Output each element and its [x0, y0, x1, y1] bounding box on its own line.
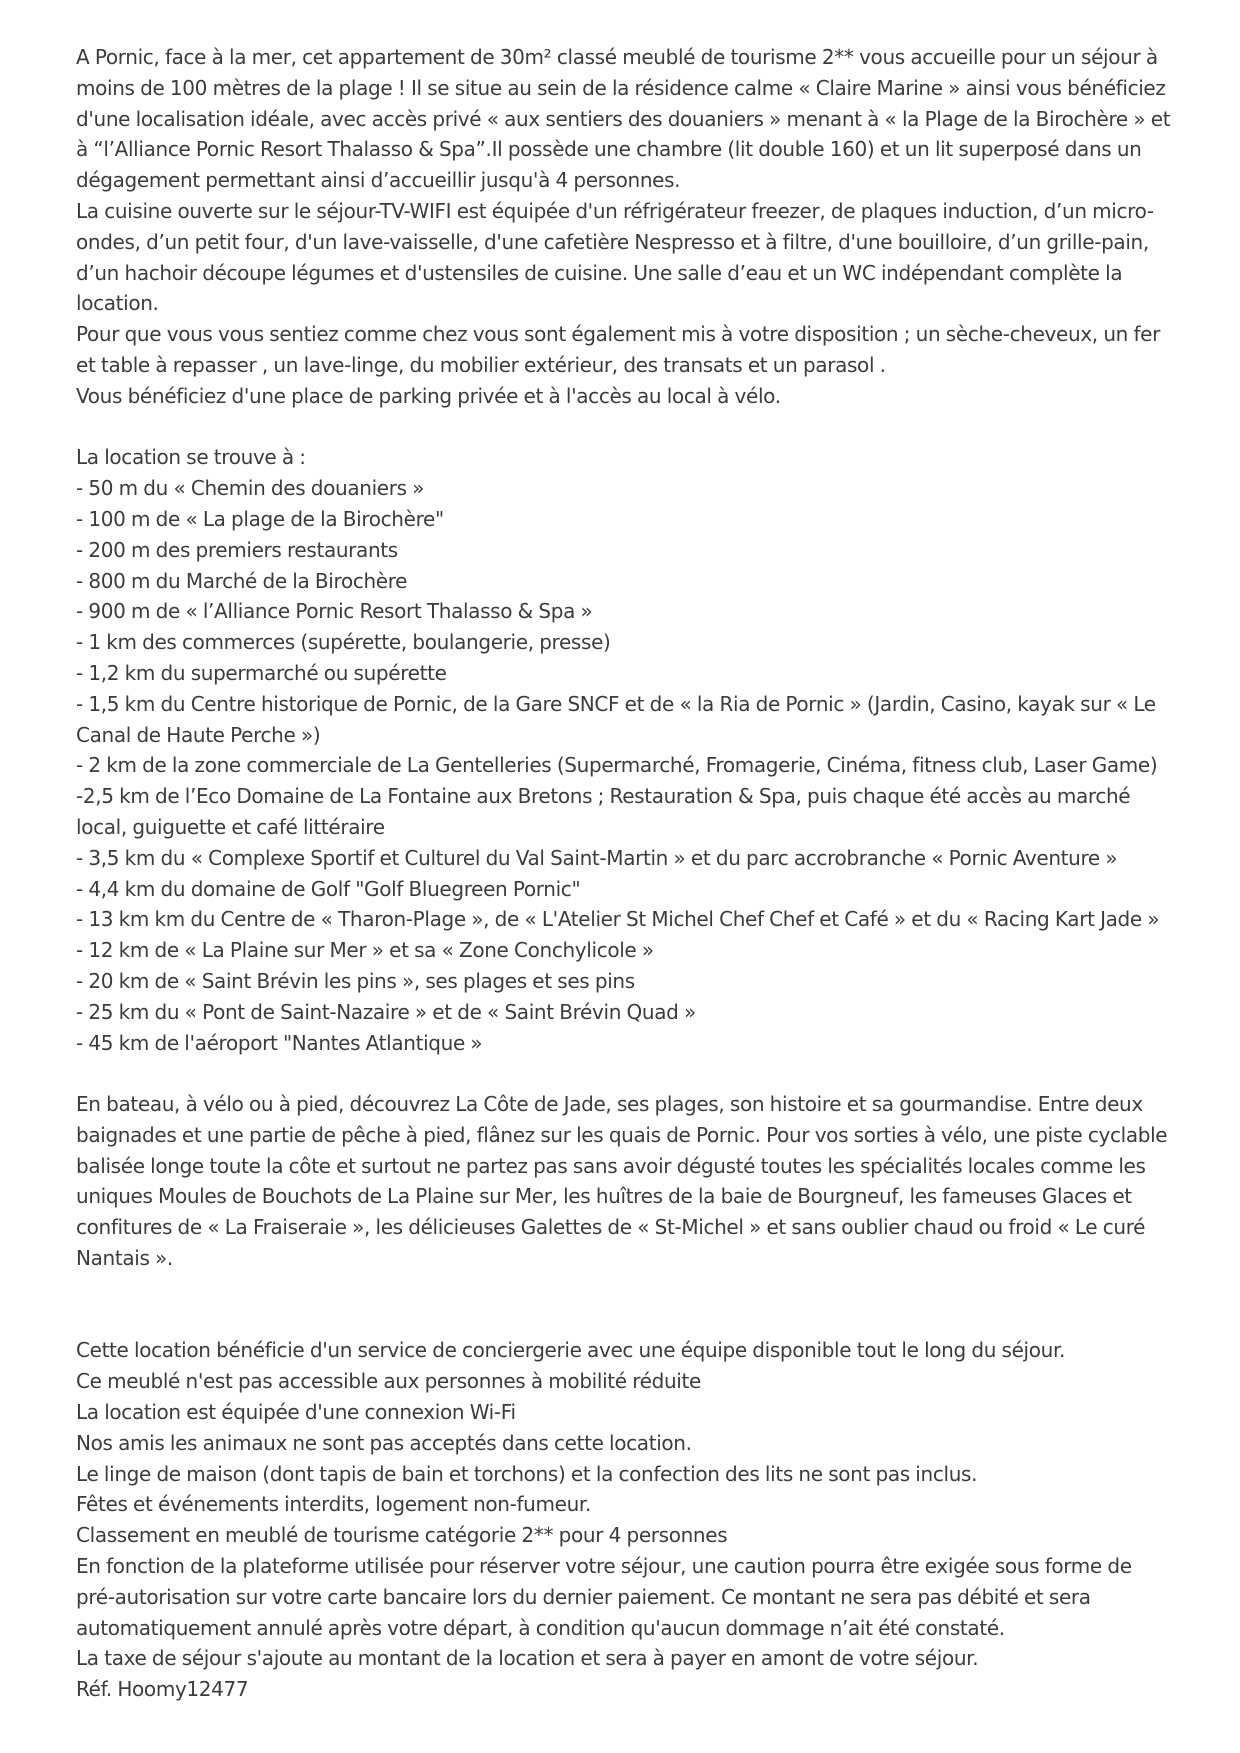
- condition-line: La taxe de séjour s'ajoute au montant de la location et sera à payer en amont de votre séjour.: [76, 1646, 979, 1671]
- spacer: [76, 1274, 1174, 1336]
- condition-line: Le linge de maison (dont tapis de bain et torchons) et la confection des lits ne sont pas inclus.: [76, 1461, 978, 1486]
- location-item: - 1,2 km du supermarché ou supérette: [76, 660, 447, 685]
- location-item: - 900 m de « l’Alliance Pornic Resort Thalasso & Spa »: [76, 599, 593, 624]
- location-item: - 2 km de la zone commerciale de La Gentelleries (Supermarché, Fromagerie, Cinéma, fitness club, Laser Game): [76, 753, 1158, 778]
- condition-line: Nos amis les animaux ne sont pas acceptés dans cette location.: [76, 1430, 692, 1455]
- location-item: - 50 m du « Chemin des douaniers »: [76, 476, 425, 501]
- intro-paragraph: A Pornic, face à la mer, cet appartement de 30m² classé meublé de tourisme 2** vous accueille pour un séjour à moins de 100 mètres de la plage ! Il se situe au sein de la résidence calme « Claire Marine » ainsi vous bénéficiez d'une localisation idéale, avec accès privé « aux sentiers des douaniers » menant à « la Plage de la Birochère » et à “l’Alliance Pornic Resort Thalasso & Spa”.Il possède une chambre (lit double 160) et un lit superposé dans un dégagement permettant ainsi d’accueillir jusqu'à 4 personnes.: [76, 45, 1171, 193]
- condition-line: Classement en meublé de tourisme catégorie 2** pour 4 personnes: [76, 1523, 728, 1548]
- location-item: - 12 km de « La Plaine sur Mer » et sa « Zone Conchylicole »: [76, 938, 654, 963]
- reference-number: Réf. Hoomy12477: [76, 1677, 249, 1702]
- kitchen-paragraph: La cuisine ouverte sur le séjour-TV-WIFI est équipée d'un réfrigérateur freezer, de plaques induction, d’un micro-ondes, d’un petit four, d'un lave-vaisselle, d'une cafetière Nespresso et à filtre, d'une bouilloire, d’un grille-pain, d’un hachoir découpe légumes et d'ustensiles de cuisine. Une salle d’eau et un WC indépendant complète la location.: [76, 198, 1154, 316]
- location-item: - 45 km de l'aéroport "Nantes Atlantique »: [76, 1030, 483, 1055]
- location-item: -2,5 km de l’Eco Domaine de La Fontaine aux Bretons ; Restauration & Spa, puis chaque été accès au marché local, guiguette et café littéraire: [76, 784, 1131, 839]
- location-item: - 100 m de « La plage de la Birochère": [76, 506, 444, 531]
- spacer: [76, 1058, 1174, 1089]
- location-item: - 4,4 km du domaine de Golf "Golf Bluegreen Pornic": [76, 876, 581, 901]
- location-item: - 800 m du Marché de la Birochère: [76, 568, 408, 593]
- location-item: - 3,5 km du « Complexe Sportif et Culturel du Val Saint-Martin » et du parc accrobranche « Pornic Aventure »: [76, 845, 1118, 870]
- location-item: - 20 km de « Saint Brévin les pins », ses plages et ses pins: [76, 968, 635, 993]
- location-item: - 1 km des commerces (supérette, boulangerie, presse): [76, 630, 611, 655]
- amenities-paragraph: Pour que vous vous sentiez comme chez vous sont également mis à votre disposition ; un sèche-cheveux, un fer et table à repasser , un lave-linge, du mobilier extérieur, des transats et un parasol .: [76, 322, 1160, 377]
- location-item: - 200 m des premiers restaurants: [76, 537, 398, 562]
- condition-line: En fonction de la plateforme utilisée pour réserver votre séjour, une caution pourra être exigée sous forme de pré-autorisation sur votre carte bancaire lors du dernier paiement. Ce montant ne sera pas débité et sera automatiquement annulé après votre départ, à condition qu'aucun dommage n’ait été constaté.: [76, 1554, 1132, 1640]
- discovery-paragraph: En bateau, à vélo ou à pied, découvrez La Côte de Jade, ses plages, son histoire et sa gourmandise. Entre deux baignades et une partie de pêche à pied, flânez sur les quais de Pornic. Pour vos sorties à vélo, une piste cyclable balisée longe toute la côte et surtout ne partez pas sans avoir dégusté toutes les spécialités locales comme les uniques Moules de Bouchots de La Plaine sur Mer, les huîtres de la baie de Bourgneuf, les fameuses Glaces et confitures de « La Fraiseraie », les délicieuses Galettes de « St-Michel » et sans oublier chaud ou froid « Le curé Nantais ».: [76, 1092, 1168, 1271]
- parking-paragraph: Vous bénéficiez d'une place de parking privée et à l'accès au local à vélo.: [76, 383, 781, 408]
- location-item: - 1,5 km du Centre historique de Pornic, de la Gare SNCF et de « la Ria de Pornic » (Jardin, Casino, kayak sur « Le Canal de Haute Perche »): [76, 691, 1156, 747]
- condition-line: Ce meublé n'est pas accessible aux personnes à mobilité réduite: [76, 1369, 701, 1394]
- location-item: - 13 km km du Centre de « Tharon-Plage », de « L'Atelier St Michel Chef Chef et Café » et du « Racing Kart Jade »: [76, 907, 1160, 932]
- location-item: - 25 km du « Pont de Saint-Nazaire » et de « Saint Brévin Quad »: [76, 999, 696, 1024]
- conditions-list: [76, 1335, 1174, 1705]
- listing-description: [76, 42, 1174, 1705]
- condition-line: Fêtes et événements interdits, logement non-fumeur.: [76, 1492, 591, 1517]
- condition-line: La location est équipée d'une connexion Wi-Fi: [76, 1400, 516, 1425]
- condition-line: Cette location bénéficie d'un service de conciergerie avec une équipe disponible tout le long du séjour.: [76, 1338, 1066, 1363]
- location-heading: La location se trouve à :: [76, 445, 306, 470]
- spacer: [76, 412, 1174, 443]
- location-list: [76, 473, 1174, 1058]
